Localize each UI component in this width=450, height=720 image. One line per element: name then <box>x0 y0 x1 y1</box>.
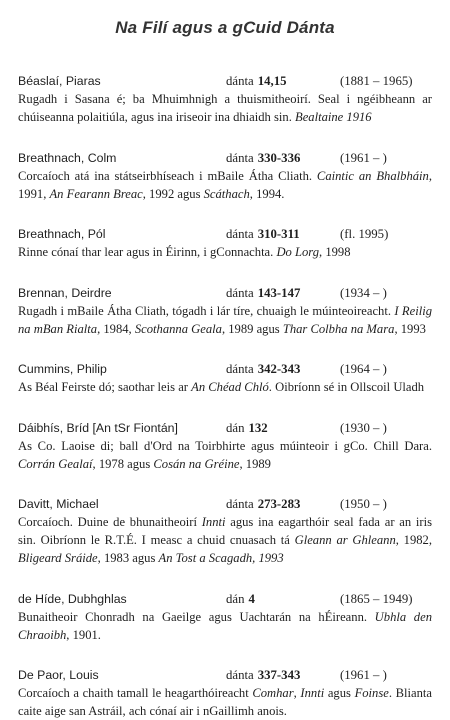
bio-text: . Blianta caite aige san Astráil, ach cónaí air i nGaillimh anois. <box>18 686 432 718</box>
poems-word: dán <box>226 420 245 435</box>
entry-header <box>18 225 432 243</box>
poet-name: De Paor, Louis <box>18 668 99 682</box>
bio-text: , 1994. <box>249 186 285 201</box>
work-title: An Fearann Breac <box>49 186 143 201</box>
life-dates: (1964 – ) <box>340 362 387 376</box>
poems-word: dánta <box>226 74 254 88</box>
poet-entry <box>18 419 432 473</box>
poems-reference <box>226 419 268 437</box>
poet-bio <box>18 513 432 567</box>
bio-text: Corcaíoch. Duine de bhunaitheoirí <box>18 515 202 529</box>
bio-text: , 1992 agus <box>142 186 204 201</box>
poet-entry <box>18 495 432 567</box>
bio-text: Rugadh i mBaile Átha Cliath, tógadh i lár tíre, chuaigh le múinteoireacht. <box>18 303 395 318</box>
work-title: I Reilig na mBan Rialta <box>18 303 433 336</box>
poems-range: 132 <box>248 420 268 435</box>
work-title: Innti <box>300 686 325 700</box>
bio-text: , 1984, <box>97 321 135 336</box>
poems-reference <box>226 149 300 167</box>
bio-text: , 1901. <box>66 627 101 642</box>
poet-bio <box>18 167 432 203</box>
entry-header <box>18 666 432 684</box>
entry-header <box>18 360 432 378</box>
life-dates: (1934 – ) <box>340 285 387 300</box>
poet-bio <box>18 378 432 396</box>
poems-range: 330-336 <box>257 150 301 165</box>
life-dates: (1930 – ) <box>340 420 387 435</box>
poet-name: Breathnach, Pól <box>18 227 106 241</box>
work-title: An Tost a Scagadh, 1993 <box>158 551 284 565</box>
poet-entry <box>18 284 432 338</box>
bio-text: agus ina eagarthóir seal fada ar an iris sin. Oibríonn le R.T.É. I measc a chuid cnuasach tá <box>18 515 432 547</box>
poet-entry <box>18 149 432 203</box>
poems-word: dánta <box>226 227 254 241</box>
work-title: Scáthach <box>203 186 250 201</box>
poet-bio <box>18 437 432 473</box>
page-title: Na Filí agus a gCuid Dánta <box>115 18 335 37</box>
work-title: An Chéad Chló <box>191 380 269 394</box>
poems-word: dánta <box>226 285 254 300</box>
poet-name: Breathnach, Colm <box>18 150 117 165</box>
poet-bio <box>18 302 432 338</box>
poet-name: Davitt, Michael <box>18 497 99 511</box>
poems-reference <box>226 284 300 302</box>
bio-text: , 1978 agus <box>92 456 154 471</box>
poet-bio <box>18 90 432 126</box>
bio-text: Bunaitheoir Chonradh na Gaeilge agus Uachtarán na hÉireann. <box>18 609 375 624</box>
poems-range: 273-283 <box>257 497 301 511</box>
bio-text: Rinne cónaí thar lear agus in Éirinn, i gConnachta. <box>18 245 277 259</box>
bio-text: As Béal Feirste dó; saothar leis ar <box>18 380 192 394</box>
poems-reference <box>226 225 300 243</box>
work-title: Do Lorg <box>276 245 320 259</box>
poems-range: 14,15 <box>257 74 287 88</box>
poems-reference <box>226 666 300 684</box>
poet-name: Béaslaí, Piaras <box>18 74 101 88</box>
work-title: Gleann ar Ghleann <box>294 533 396 547</box>
bio-text: As Co. Laoise di; ball d'Ord na Toirbhirte agus múinteoir i gCo. Chill Dara. <box>18 438 432 453</box>
poet-name: Dáibhís, Bríd [An tSr Fiontán] <box>18 420 178 435</box>
life-dates: (fl. 1995) <box>340 227 389 241</box>
poems-range: 342-343 <box>257 362 301 376</box>
poems-reference <box>226 360 300 378</box>
bio-text: Corcaíoch atá ina státseirbhíseach i mBaile Átha Cliath. <box>18 168 317 183</box>
poems-range: 337-343 <box>257 668 301 682</box>
poet-entry <box>18 225 432 261</box>
poet-name: de Híde, Dubhghlas <box>18 591 127 606</box>
bio-text: agus <box>324 686 355 700</box>
poet-bio <box>18 608 432 644</box>
bio-text: , 1989 <box>239 456 271 471</box>
life-dates: (1950 – ) <box>340 497 387 511</box>
life-dates: (1961 – ) <box>340 668 387 682</box>
life-dates: (1961 – ) <box>340 150 387 165</box>
life-dates: (1881 – 1965) <box>340 74 413 88</box>
bio-text: Corcaíoch a chaith tamall le heagarthóireacht <box>18 686 253 700</box>
poems-range: 310-311 <box>257 227 300 241</box>
bio-text: , 1991, <box>18 168 432 201</box>
poems-reference <box>226 495 300 513</box>
work-title: Scothanna Geala <box>134 321 222 336</box>
entry-header <box>18 590 432 608</box>
poems-reference <box>226 72 287 90</box>
poems-range: 4 <box>248 591 255 606</box>
work-title: Thar Colbha na Mara <box>282 321 395 336</box>
poems-reference <box>226 590 255 608</box>
work-title: Caintic an Bhalbháin <box>316 168 429 183</box>
entry-header <box>18 419 432 437</box>
poems-word: dánta <box>226 362 254 376</box>
bio-text: , 1989 agus <box>221 321 283 336</box>
poet-name: Cummins, Philip <box>18 362 107 376</box>
poems-word: dánta <box>226 150 254 165</box>
life-dates: (1865 – 1949) <box>340 591 413 606</box>
bio-text: Rugadh i Sasana é; ba Mhuimhnigh a thuismitheoirí. Seal i ngéibheann ar chúiseanna polaitiúla, agus ina iriseoir ina dhiaidh sin. <box>18 92 432 124</box>
entry-header <box>18 495 432 513</box>
bio-text: . Oibríonn sé in Ollscoil Uladh <box>268 380 425 394</box>
work-title: Cosán na Gréine <box>153 456 240 471</box>
poet-entry <box>18 590 432 644</box>
bio-text: , 1983 agus <box>97 551 159 565</box>
work-title: Foinse <box>354 686 389 700</box>
work-title: Comhar <box>252 686 294 700</box>
poet-name: Brennan, Deirdre <box>18 285 112 300</box>
poems-word: dánta <box>226 497 254 511</box>
bio-text: , 1982, <box>395 533 432 547</box>
poems-word: dán <box>226 591 245 606</box>
bio-text: , 1998 <box>319 245 351 259</box>
poet-bio <box>18 243 432 261</box>
poet-entry <box>18 360 432 396</box>
entry-header <box>18 72 432 90</box>
entry-header <box>18 149 432 167</box>
work-title: Innti <box>201 515 226 529</box>
bio-text: , <box>293 686 301 700</box>
work-title: Ubhla den Chraoibh <box>18 609 432 642</box>
poet-entry <box>18 666 432 720</box>
work-title: Bligeard Sráide <box>18 551 98 565</box>
poet-entries-list <box>18 72 432 720</box>
poems-range: 143-147 <box>257 285 301 300</box>
work-title: Corrán Gealaí <box>18 456 93 471</box>
bio-text: , 1993 <box>394 321 426 336</box>
poems-word: dánta <box>226 668 254 682</box>
work-title: Bealtaine 1916 <box>295 110 372 124</box>
poet-entry <box>18 72 432 126</box>
entry-header <box>18 284 432 302</box>
